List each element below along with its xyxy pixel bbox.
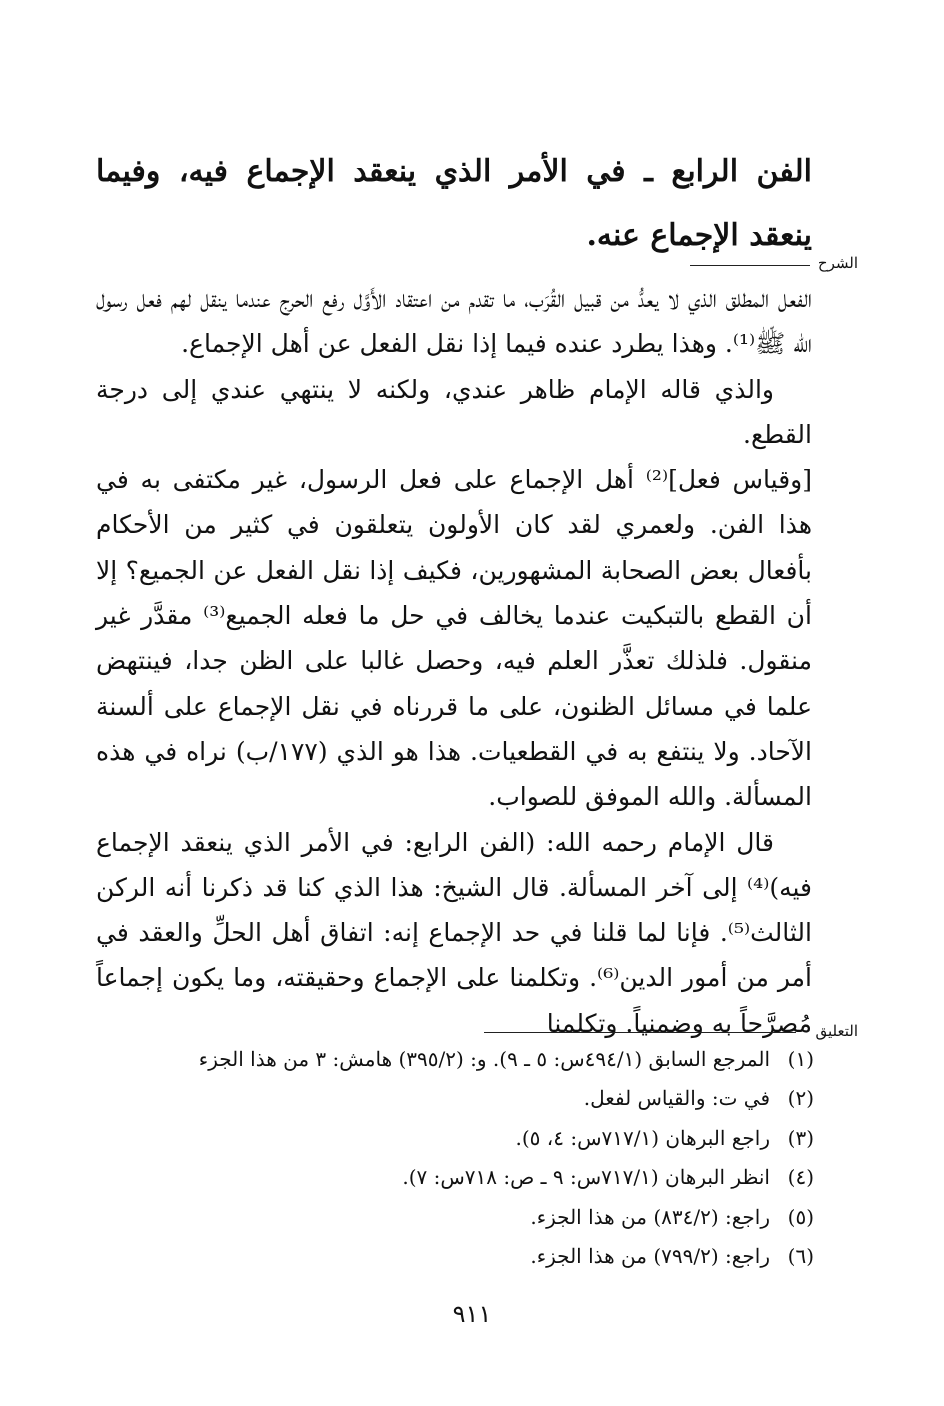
- footnote-text: المرجع السابق (٤٩٤/١س: ٥ ـ ٩). و: (٣٩٥/٢) هامش: ٣ من هذا الجزء: [198, 1047, 770, 1071]
- taliq-rule: [484, 1032, 796, 1033]
- sharh-label: الشرح: [817, 254, 858, 272]
- commentary-body: [96, 276, 812, 1046]
- footnote-text: في ت: والقياس لفعل.: [583, 1086, 770, 1111]
- footnote-text: راجع البرهان (٧١٧/١س: ٤، ٥).: [515, 1125, 770, 1150]
- footnote-1: [114, 1040, 814, 1079]
- footnote-text: راجع: (٧٩٩/٢) من هذا الجزء.: [530, 1244, 770, 1269]
- footnote-6: [114, 1237, 814, 1276]
- footnote-4: [114, 1158, 814, 1197]
- paragraph-2: والذي قاله الإمام ظاهر عندي، ولكنه لا ينتهي عندي إلى درجة القطع.: [96, 374, 812, 449]
- paragraph-3: [وقياس فعل]⁽²⁾ أهل الإجماع على فعل الرسول، غير مكتفى به في هذا الفن. ولعمري لقد كان الأولون يتعلقون في كثير من الأحكام بأفعال بعض الصحابة المشهورين، فكيف إذا نقل الفعل عن الجميع؟ إلا أن القطع بالتبكيت عندما يخالف في حل ما فعله الجميع⁽³⁾ مقدَّر غير منقول. فلذلك تعذَّر العلم فيه، وحصل غالبا على الظن جدا، فينتهض علما في مسائل الظنون، على ما قررناه في نقل الإجماع على ألسنة الآحاد. ولا ينتفع به في القطعيات. هذا هو الذي (١٧٧/ب) نراه في هذه المسألة. والله الموفق للصواب.: [96, 465, 812, 812]
- footnote-5: [114, 1198, 814, 1237]
- section-heading: الفن الرابع ـ في الأمر الذي ينعقد الإجماع فيه، وفيما ينعقد الإجماع عنه.: [96, 154, 812, 253]
- sharh-rule: [690, 265, 810, 266]
- footnote-number: (٤): [787, 1165, 814, 1190]
- footnote-number: (٣): [787, 1125, 814, 1150]
- footnote-3: [114, 1119, 814, 1158]
- footnote-2: [114, 1079, 814, 1118]
- paragraph-1: الفعل المطلق الذي لا يعدُّ من قبيل القُرَب، ما تقدم من اعتقاد الأَوَّل رفع الحرج عندما ينقل لهم فعل رسول الله ﷺ⁽¹⁾. وهذا يطرد عنده فيما إذا نقل الفعل عن أهل الإجماع.: [96, 284, 812, 359]
- taliq-label: التعليق: [815, 1022, 858, 1040]
- paragraph-4: قال الإمام رحمه الله: (الفن الرابع: في الأمر الذي ينعقد الإجماع فيه)⁽⁴⁾ إلى آخر المسألة. قال الشيخ: هذا الذي كنا قد ذكرنا أنه الركن الثالث⁽⁵⁾. فإنا لما قلنا في حد الإجماع إنه: اتفاق أهل الحلِّ والعقد في أمر من أمور الدين⁽⁶⁾. وتكلمنا على الإجماع وحقيقته، وما يكون إجماعاً مُصرَّحاً به وضمنياً. وتكلمنا: [96, 827, 812, 1038]
- footnote-number: (٢): [787, 1086, 814, 1111]
- footnotes: [114, 1040, 814, 1276]
- footnote-number: (١): [787, 1047, 814, 1071]
- footnote-text: انظر البرهان (٧١٧/١س: ٩ ـ ص: ٧١٨س: ٧).: [402, 1165, 770, 1190]
- page-number: ٩١١: [452, 1300, 492, 1328]
- footnote-number: (٥): [787, 1204, 814, 1229]
- footnote-text: راجع: (٨٣٤/٢) من هذا الجزء.: [530, 1204, 770, 1229]
- footnote-number: (٦): [787, 1244, 814, 1269]
